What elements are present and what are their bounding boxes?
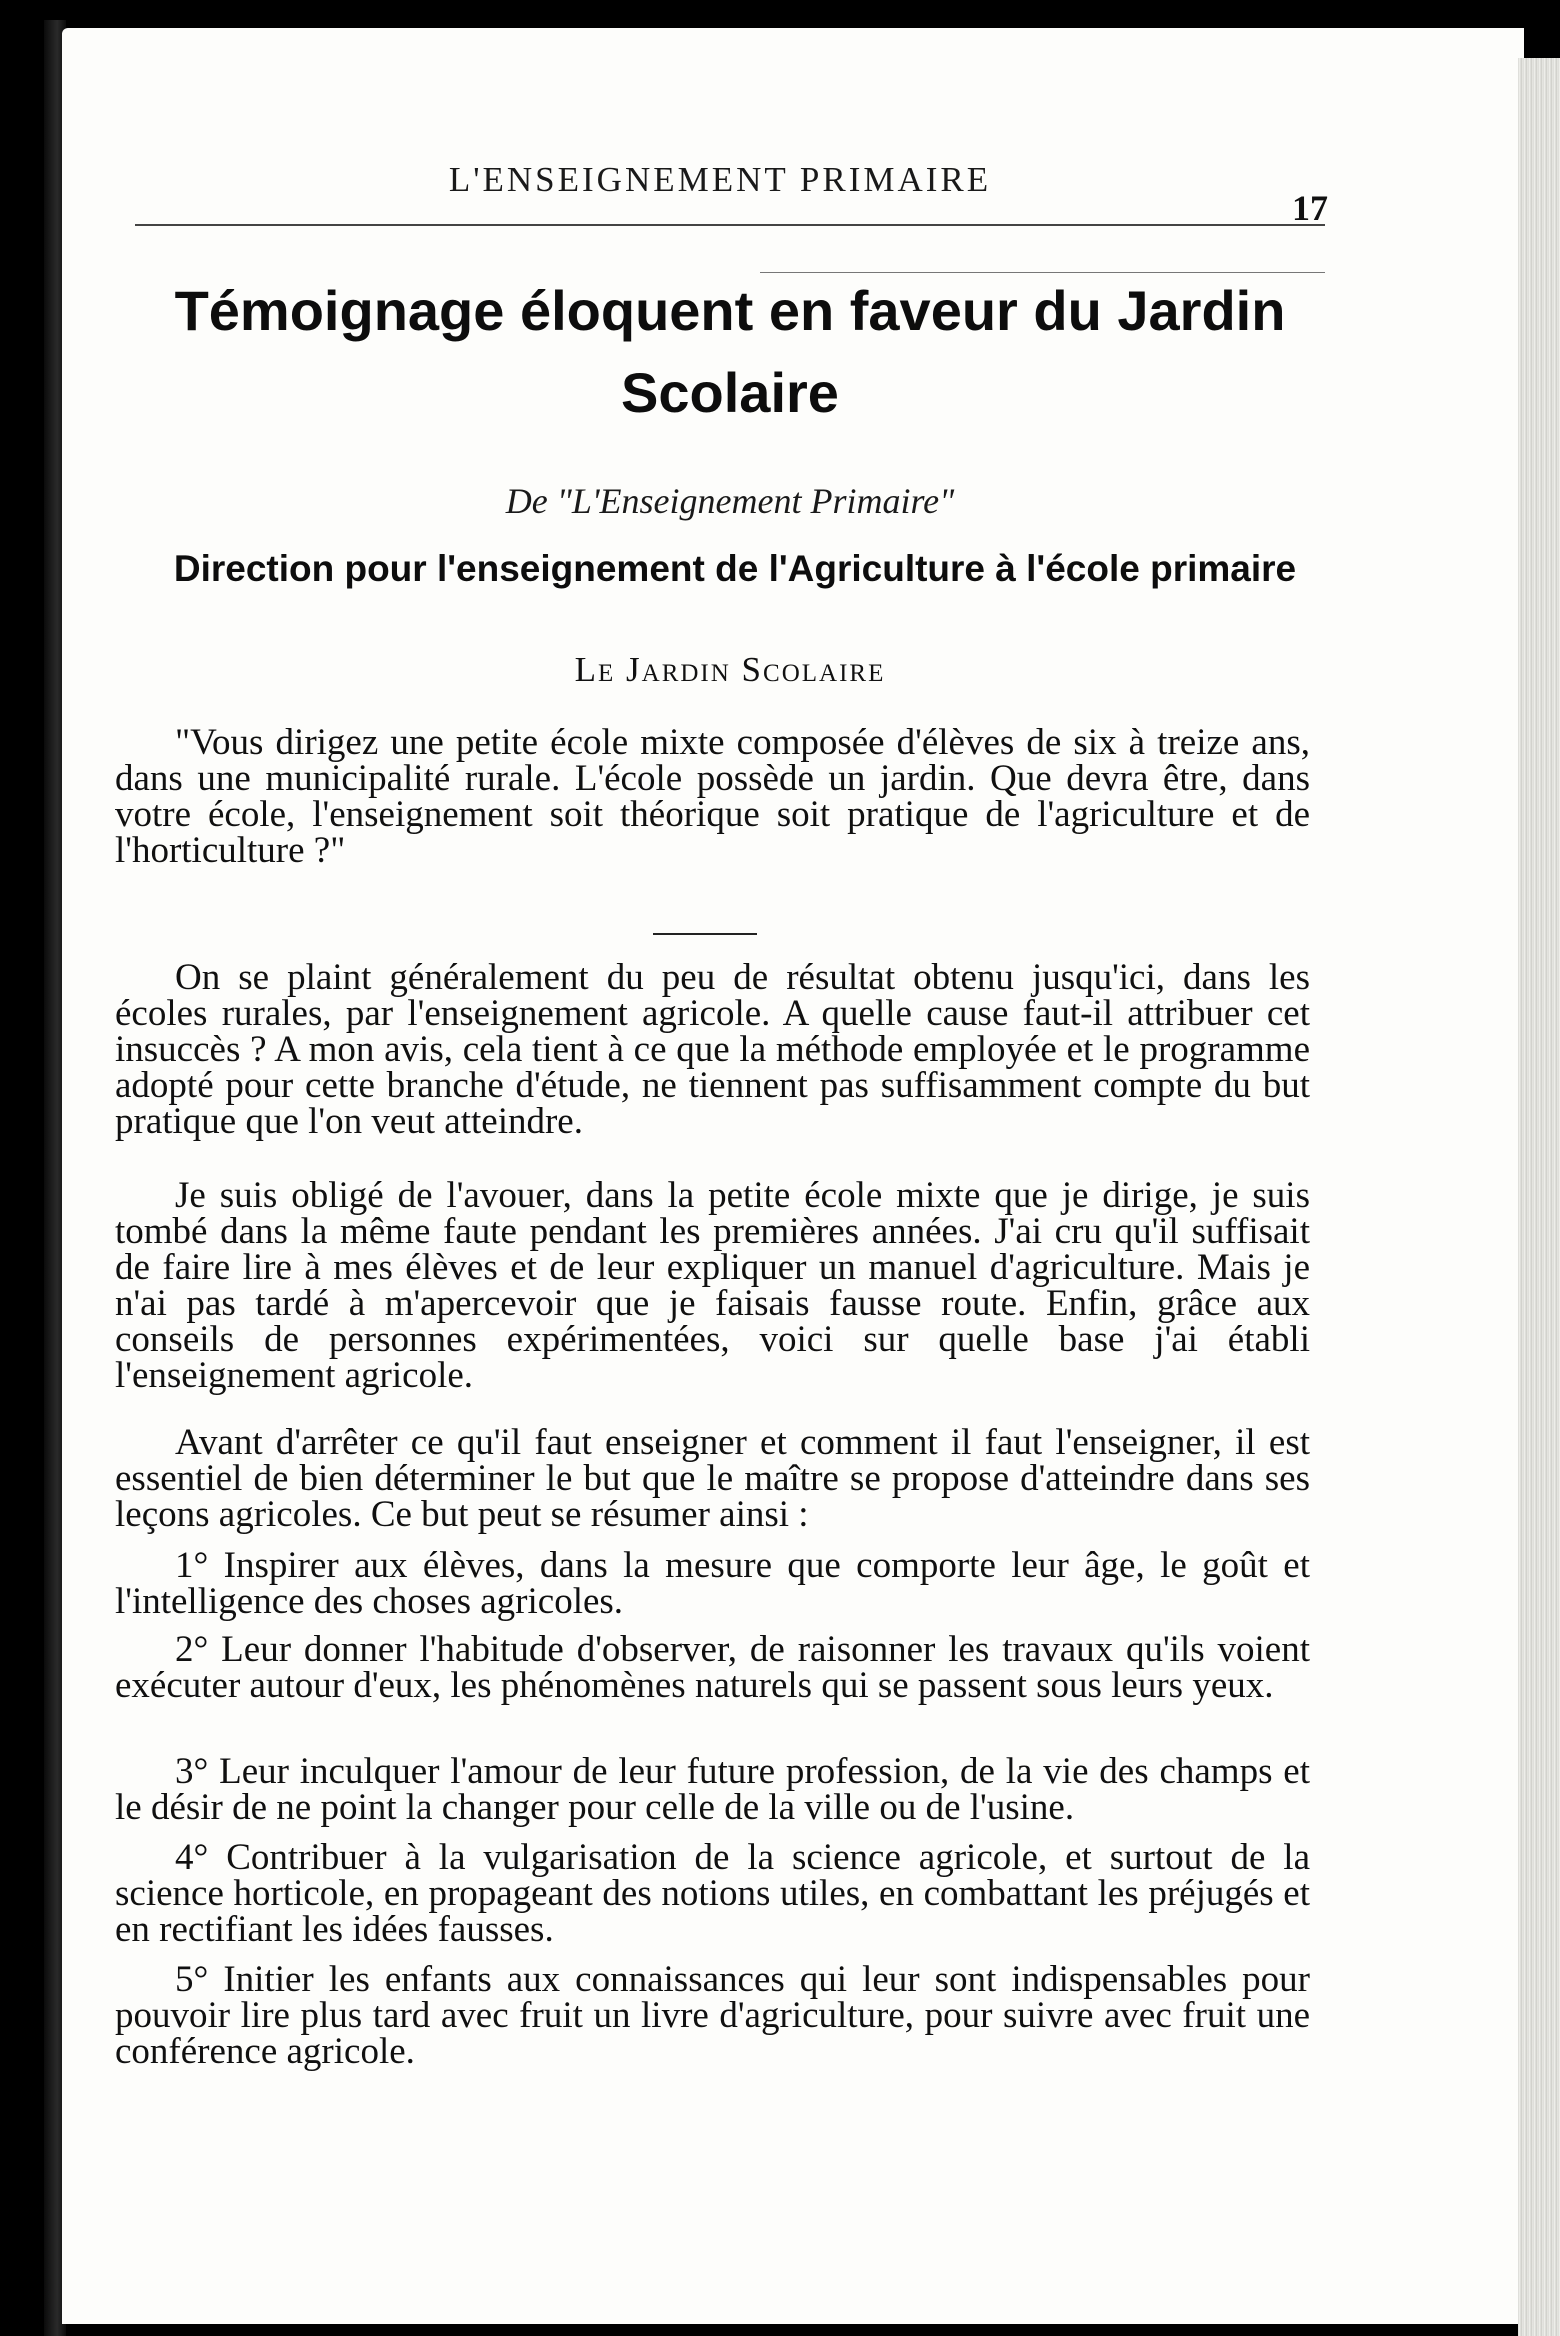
section-heading: Le Jardin Scolaire — [574, 650, 886, 689]
body-paragraph: Je suis obligé de l'avouer, dans la petite école mixte que je dirige, je suis tombé dans la même faute pendant les premières années. J'ai cru qu'il suffisait de faire lire à mes élèves et de leur expliquer un manuel d'agriculture. Mais je n'ai pas tardé à m'apercevoir que je faisais fausse route. Enfin, grâce aux conseils de personnes expérimentées, voici sur quelle base j'ai établi l'enseignement agricole. — [115, 1175, 1310, 1396]
question-quote: "Vous dirigez une petite école mixte composée d'élèves de six à treize ans, dans une municipalité rurale. L'école possède un jardin. Que devra être, dans votre école, l'enseignement soit théorique soit pratique de l'agriculture et de l'horticulture ?" — [115, 722, 1310, 871]
list-item-4: 4° Contribuer à la vulgarisation de la science agricole, et surtout de la science horticole, en propageant des notions utiles, en combattant les préjugés et en rectifiant les idées fausses. — [115, 1837, 1310, 1950]
running-head: L'ENSEIGNEMENT PRIMAIRE — [448, 160, 992, 199]
article-direction: Direction pour l'enseignement de l'Agriculture à l'école primaire — [173, 548, 1297, 589]
article-title: Témoignage éloquent en faveur du Jardin Scolaire — [174, 279, 1286, 424]
body-paragraph: On se plaint généralement du peu de résultat obtenu jusqu'ici, dans les écoles rurales, par l'enseignement agricole. A quelle cause faut-il attribuer cet insuccès ? A mon avis, cela tient à ce que la méthode employée et le programme adopté pour cette branche d'étude, ne tiennent pas suffisamment compte du but pratique que l'on veut atteindre. — [115, 957, 1310, 1142]
list-item-2: 2° Leur donner l'habitude d'observer, de raisonner les travaux qu'ils voient exécuter autour d'eux, les phénomènes naturels qui se passent sous leurs yeux. — [115, 1629, 1310, 1706]
list-item-5: 5° Initier les enfants aux connaissances qui leur sont indispensables pour pouvoir lire plus tard avec fruit un livre d'agriculture, pour suivre avec fruit une conférence agricole. — [115, 1959, 1310, 2072]
list-item-3: 3° Leur inculquer l'amour de leur future profession, de la vie des champs et le désir de ne point la changer pour celle de la ville ou de l'usine. — [115, 1751, 1310, 1828]
article-source: De "L'Enseignement Primaire" — [505, 481, 955, 521]
body-paragraph: Avant d'arrêter ce qu'il faut enseigner et comment il faut l'enseigner, il est essentiel de bien déterminer le but que le maître se propose d'atteindre dans ses leçons agricoles. Ce but peut se résumer ainsi : — [115, 1422, 1310, 1535]
page-edges — [1518, 58, 1560, 2336]
separator-rule — [653, 933, 757, 935]
list-item-1: 1° Inspirer aux élèves, dans la mesure que comporte leur âge, le goût et l'intelligence des choses agricoles. — [115, 1545, 1310, 1622]
header-rule — [135, 224, 1325, 226]
page-number: 17 — [1292, 188, 1328, 228]
